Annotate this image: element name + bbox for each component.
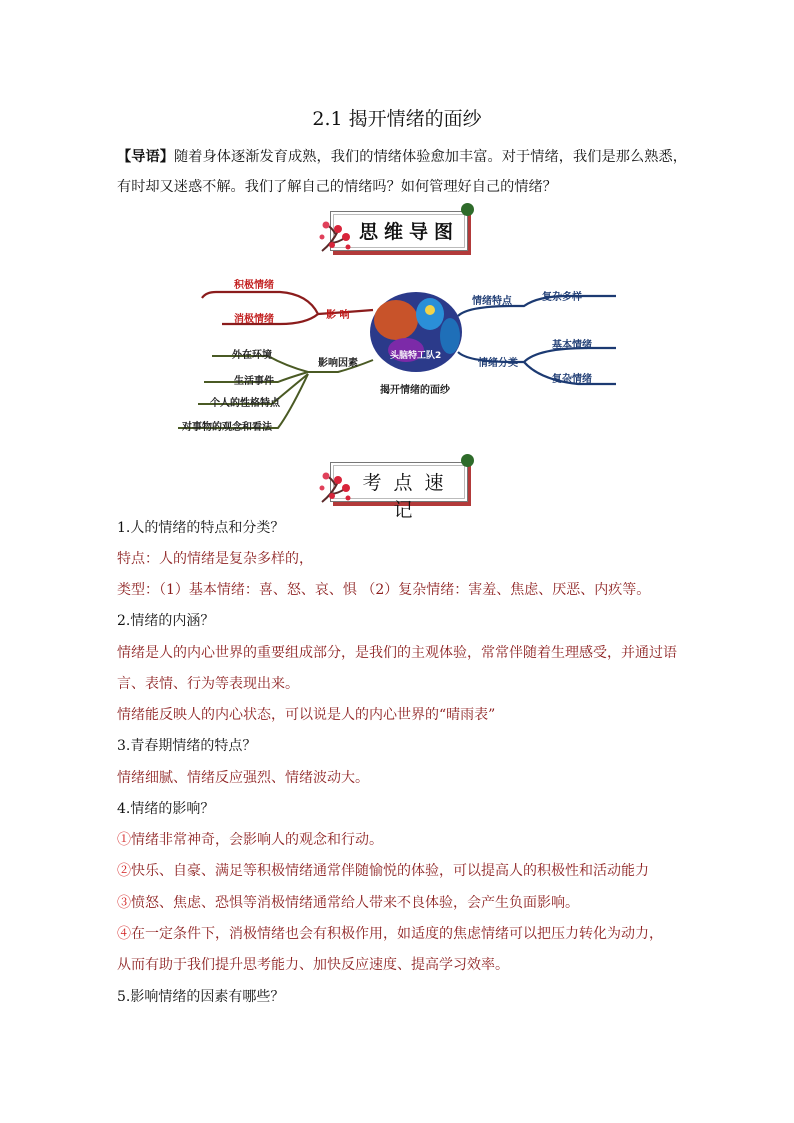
page-title: 2.1 揭开情绪的面纱: [312, 108, 482, 130]
leaf-complex-diverse: 复杂多样: [542, 292, 582, 303]
item-number: ③: [117, 895, 131, 911]
question-4: 4.情绪的影响？: [117, 801, 215, 817]
leaf-positive: 积极情绪: [234, 280, 274, 291]
intro-paragraph: [117, 142, 687, 202]
answer-line: [117, 830, 687, 850]
item-number: ④: [117, 926, 131, 942]
leaf-views: 对事物的观念和看法: [182, 422, 272, 433]
intro-tag: 【导语】: [117, 149, 175, 165]
branch-features: 情绪特点: [472, 296, 512, 307]
mind-map: [168, 262, 618, 442]
leaf-personality: 个人的性格特点: [210, 398, 280, 409]
green-dot-icon: [461, 454, 474, 467]
answer-line: 情绪能反映人的内心状态，可以说是人的内心世界的“晴雨表”: [117, 707, 496, 723]
answer-text: 情绪非常神奇，会影响人的观念和行动。: [131, 832, 383, 848]
intro-text: 随着身体逐渐发育成熟，我们的情绪体验愈加丰富。对于情绪，我们是那么熟悉，有时却又迷惑不解。我们了解自己的情绪吗？如何管理好自己的情绪？: [117, 149, 687, 195]
banner-title: 思维导图: [358, 221, 459, 243]
answer-line: [117, 924, 687, 944]
answer-line: 言、表情、行为等表现出来。: [117, 676, 299, 692]
leaf-life-events: 生活事件: [234, 376, 274, 387]
plum-blossom-icon: [318, 217, 358, 257]
answer-text: 在一定条件下，消极情绪也会有积极作用，如适度的焦虑情绪可以把压力转化为动力，: [131, 926, 663, 942]
answer-line: 类型：（1）基本情绪：喜、怒、哀、惧 （2）复杂情绪：害羞、焦虑、厌恶、内疚等。: [117, 582, 651, 598]
answer-line: [117, 893, 687, 913]
question-1: 1.人的情绪的特点和分类？: [117, 520, 285, 536]
answer-line: 从而有助于我们提升思考能力、加快反应速度、提高学习效率。: [117, 957, 509, 973]
branch-classification: 情绪分类: [478, 358, 518, 369]
question-3: 3.青春期情绪的特点？: [117, 738, 257, 754]
leaf-complex-emotions: 复杂情绪: [552, 374, 592, 385]
points-banner: [318, 458, 478, 521]
question-5: 5.影响情绪的因素有哪些？: [117, 989, 285, 1005]
branch-influence: 影 响: [326, 310, 350, 321]
leaf-negative: 消极情绪: [234, 314, 274, 325]
answer-text: 快乐、自豪、满足等积极情绪通常伴随愉悦的体验，可以提高人的积极性和活动能力: [131, 863, 649, 879]
poster-title: 头脑特工队2: [390, 351, 442, 361]
question-2: 2.情绪的内涵？: [117, 613, 215, 629]
green-dot-icon: [461, 203, 474, 216]
branch-factors: 影响因素: [318, 358, 358, 369]
leaf-environment: 外在环境: [232, 350, 272, 361]
mindmap-center: 揭开情绪的面纱: [380, 385, 450, 396]
answer-line: 情绪细腻、情绪反应强烈、情绪波动大。: [117, 770, 369, 786]
answer-line: 情绪是人的内心世界的重要组成部分，是我们的主观体验，常常伴随着生理感受，并通过语: [117, 645, 677, 661]
mindmap-banner: [318, 207, 478, 261]
answer-line: 特点：人的情绪是复杂多样的，: [117, 551, 313, 567]
item-number: ②: [117, 863, 131, 879]
plum-blossom-icon: [318, 468, 358, 508]
banner-title: 考点速记: [362, 472, 456, 521]
answer-line: [117, 861, 687, 881]
item-number: ①: [117, 832, 131, 848]
answer-text: 愤怒、焦虑、恐惧等消极情绪通常给人带来不良体验，会产生负面影响。: [131, 895, 579, 911]
leaf-basic-emotions: 基本情绪: [552, 340, 592, 351]
